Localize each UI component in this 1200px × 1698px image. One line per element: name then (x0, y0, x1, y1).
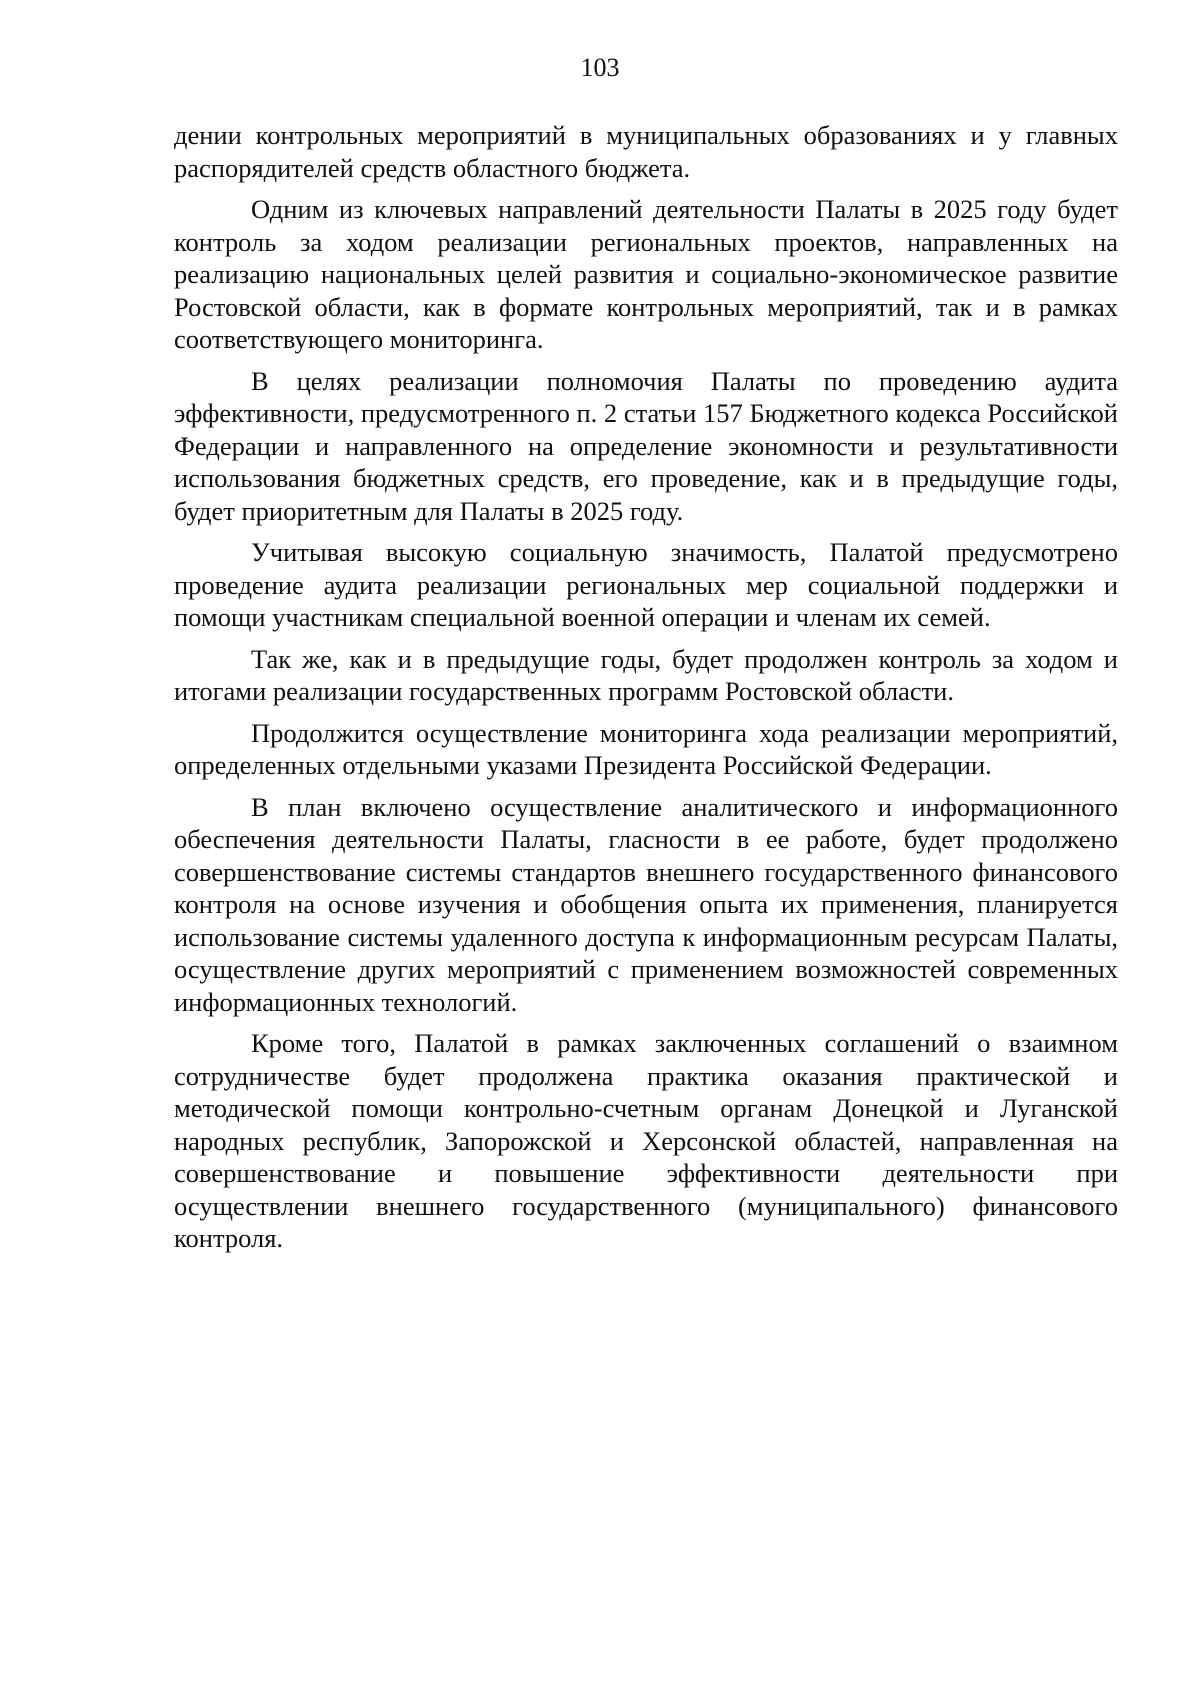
paragraph-social-support-audit: Учитывая высокую социальную значимость, Палатой предусмотрено проведение аудита реализации региональных мер социальной поддержки и помощи участникам специальной военной операции и членам их семей. (174, 537, 1118, 632)
page-number: 103 (580, 53, 620, 82)
paragraph-state-programs: Так же, как и в предыдущие годы, будет продолжен контроль за ходом и итогами реализации государственных программ Ростовской области. (174, 643, 1118, 706)
paragraph-continuation: дении контрольных мероприятий в муниципальных образованиях и у главных распорядителей средств областного бюджета. (174, 120, 1118, 183)
paragraph-analytical-support: В план включено осуществление аналитического и информационного обеспечения деятельности Палаты, гласности в ее работе, будет продолжено совершенствование системы стандартов внешнего государственного финансового контроля на основе изучения и обобщения опыта их применения, планируется использование системы удаленного доступа к информационным ресурсам Палаты, осуществление других мероприятий с применением возможностей современных информационных технологий. (174, 791, 1118, 1017)
paragraph-presidential-decrees: Продолжится осуществление мониторинга хода реализации мероприятий, определенных отдельными указами Президента Российской Федерации. (174, 717, 1118, 780)
paragraph-efficiency-audit: В целях реализации полномочия Палаты по проведению аудита эффективности, предусмотренного п. 2 статьи 157 Бюджетного кодекса Российской Федерации и направленного на определение экономности и результативности использования бюджетных средств, его проведение, как и в предыдущие годы, будет приоритетным для Палаты в 2025 году. (174, 365, 1118, 526)
paragraph-regional-projects: Одним из ключевых направлений деятельности Палаты в 2025 году будет контроль за ходом реализации региональных проектов, направленных на реализацию национальных целей развития и социально-экономическое развитие Ростовской области, как в формате контрольных мероприятий, так и в рамках соответствующего мониторинга. (174, 194, 1118, 354)
document-body (174, 119, 1118, 1264)
paragraph-cooperation: Кроме того, Палатой в рамках заключенных соглашений о взаимном сотрудничестве будет продолжена практика оказания практической и методической помощи контрольно-счетным органам Донецкой и Луганской народных республик, Запорожской и Херсонской областей, направленная на совершенствование и повышение эффективности деятельности при осуществлении внешнего государственного (муниципального) финансового контроля. (174, 1028, 1118, 1253)
